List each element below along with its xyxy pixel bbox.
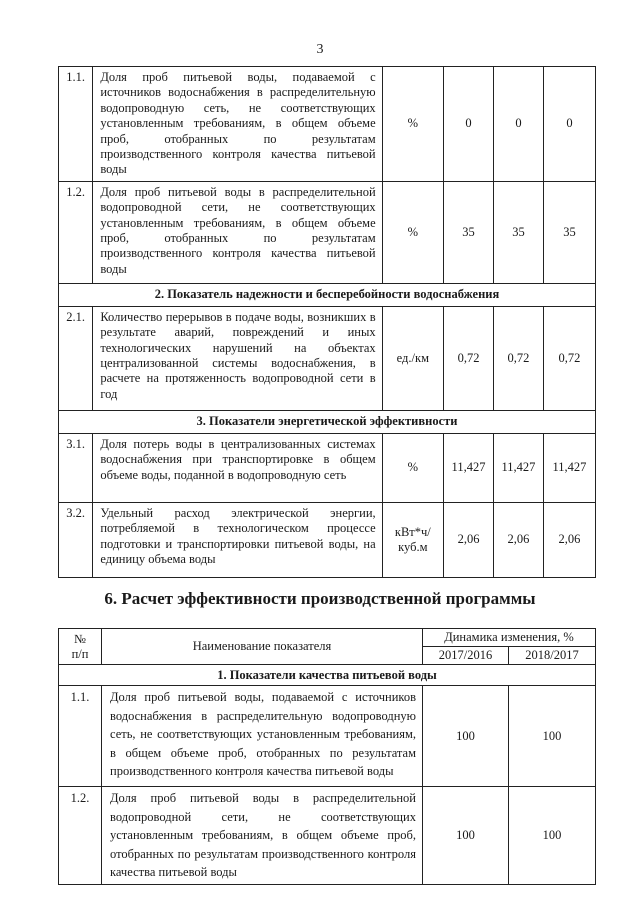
section-heading: 3. Показатели энергетической эффективности xyxy=(59,410,596,433)
indicator-value: 2,06 xyxy=(444,502,494,577)
table-row xyxy=(59,181,596,283)
number-header-line2: п/п xyxy=(71,646,89,661)
indicator-name: Доля потерь воды в централизованных системах водоснабжения при транспортировке в общем объеме воды, поданной в водопроводную сеть xyxy=(93,433,382,502)
indicator-value: 0,72 xyxy=(493,306,543,410)
page-number: 3 xyxy=(316,42,324,57)
table-row xyxy=(59,306,596,410)
dynamics-value: 100 xyxy=(509,686,596,787)
table-row xyxy=(59,787,596,885)
indicator-value: 35 xyxy=(543,181,595,283)
indicator-value: 0 xyxy=(444,67,494,182)
section-row xyxy=(59,283,596,306)
efficiency-table xyxy=(58,628,596,885)
indicator-value: 11,427 xyxy=(444,433,494,502)
indicator-value: 11,427 xyxy=(543,433,595,502)
section-heading: 1. Показатели качества питьевой воды xyxy=(59,665,596,686)
indicator-value: 11,427 xyxy=(493,433,543,502)
indicator-unit: % xyxy=(382,67,443,182)
indicator-unit: % xyxy=(382,433,443,502)
indicator-value: 2,06 xyxy=(543,502,595,577)
indicator-name: Удельный расход электрической энергии, потребляемой в технологическом процессе подготовки и транспортировки питьевой воды, на единицу объема воды xyxy=(93,502,382,577)
dynamics-header: Динамика изменения, % xyxy=(423,629,596,647)
row-number: 1.1. xyxy=(59,67,93,182)
table-row xyxy=(59,502,596,577)
row-number: 3.2. xyxy=(59,502,93,577)
row-number: 1.2. xyxy=(59,181,93,283)
dynamics-value: 100 xyxy=(509,787,596,885)
period-header: 2017/2016 xyxy=(423,647,509,665)
indicator-value: 0 xyxy=(493,67,543,182)
indicator-value: 0 xyxy=(543,67,595,182)
indicator-name: Доля проб питьевой воды в распределительной водопроводной сети, не соответствующих установленным требованиям, в общем объеме проб, отобранных по результатам производственного контроля качества питьевой воды xyxy=(102,787,423,885)
indicator-name: Доля проб питьевой воды, подаваемой с источников водоснабжения в распределительную водопроводную сеть, не соответствующих установленным требованиям, в общем объеме проб, отобранных по результатам производственного контроля качества питьевой воды xyxy=(93,67,382,182)
table-row xyxy=(59,67,596,182)
number-column-header xyxy=(59,629,102,665)
number-header-line1: № xyxy=(74,631,86,646)
indicator-value: 35 xyxy=(493,181,543,283)
indicator-value: 35 xyxy=(444,181,494,283)
section-row xyxy=(59,665,596,686)
section-heading: 2. Показатель надежности и бесперебойности водоснабжения xyxy=(59,283,596,306)
indicator-unit: % xyxy=(382,181,443,283)
indicators-table xyxy=(58,66,596,578)
row-number: 3.1. xyxy=(59,433,93,502)
indicator-name: Количество перерывов в подаче воды, возникших в результате аварий, повреждений и иных технологических нарушений на объектах централизованной системы водоснабжения, в расчете на протяженность водопроводной сети в год xyxy=(93,306,382,410)
indicator-value: 0,72 xyxy=(543,306,595,410)
table-row xyxy=(59,686,596,787)
section-row xyxy=(59,410,596,433)
row-number: 1.2. xyxy=(59,787,102,885)
table-row xyxy=(59,433,596,502)
indicator-value: 0,72 xyxy=(444,306,494,410)
header-row xyxy=(59,629,596,647)
row-number: 2.1. xyxy=(59,306,93,410)
dynamics-value: 100 xyxy=(423,686,509,787)
dynamics-value: 100 xyxy=(423,787,509,885)
row-number: 1.1. xyxy=(59,686,102,787)
indicator-value: 2,06 xyxy=(493,502,543,577)
indicator-name: Доля проб питьевой воды, подаваемой с источников водоснабжения в распределительную водопроводную сеть, не соответствующих установленным требованиям, в общем объеме проб, отобранных по результатам производственного контроля качества питьевой воды xyxy=(102,686,423,787)
period-header: 2018/2017 xyxy=(509,647,596,665)
name-column-header: Наименование показателя xyxy=(102,629,423,665)
indicator-unit: кВт*ч/ куб.м xyxy=(382,502,443,577)
indicator-unit: ед./км xyxy=(382,306,443,410)
indicator-name: Доля проб питьевой воды в распределительной водопроводной сети, не соответствующих установленным требованиям, в общем объеме проб, отобранных по результатам производственного контроля качества питьевой воды xyxy=(93,181,382,283)
section-title: 6. Расчет эффективности производственной программы xyxy=(104,589,536,608)
